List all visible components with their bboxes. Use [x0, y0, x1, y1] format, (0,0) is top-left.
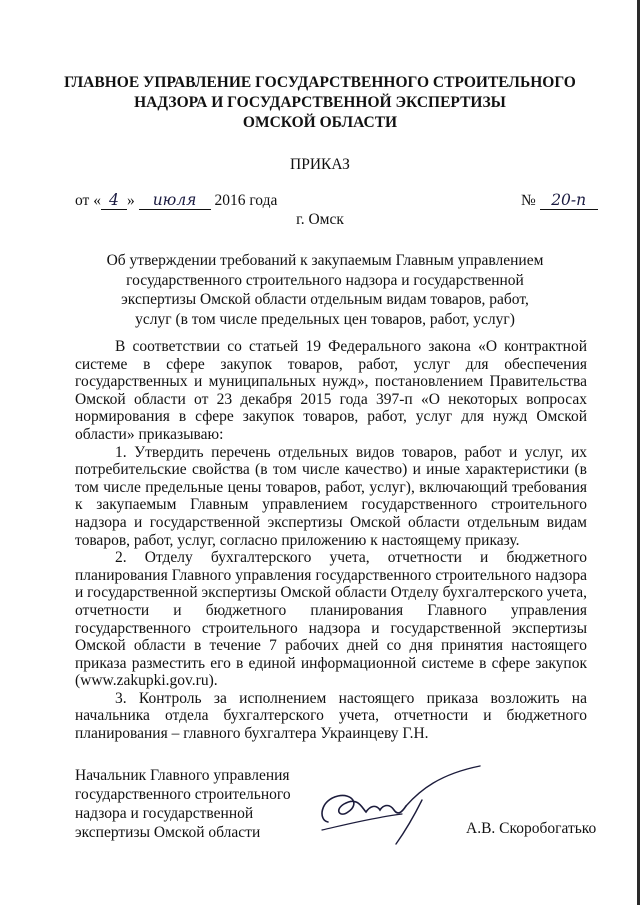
signatory-position: [75, 766, 291, 842]
subject-line-3: экспертизы Омской области отдельным видам товаров, работ,: [121, 291, 529, 308]
header-line-2: НАДЗОРА И ГОСУДАРСТВЕННОЙ ЭКСПЕРТИЗЫ: [134, 94, 506, 111]
date-suffix: 2016 года: [214, 192, 278, 209]
subject-line-1: Об утверждении требований к закупаемым Главным управлением: [106, 252, 544, 269]
signatory-line-2: государственного строительного: [75, 786, 291, 803]
preamble-paragraph: В соответствии со статьей 19 Федерального закона «О контрактной системе в сфере закупок товаров, работ, услуг для обеспечения государственных и муниципальных нужд», постановлением Правительства Омской области от 23 декабря 2015 года 397-п «О некоторых вопросах нормирования в сфере закупок товаров, работ, услуг для нужд Омской области» приказываю:: [75, 338, 587, 443]
header-line-1: ГЛАВНОЕ УПРАВЛЕНИЕ ГОСУДАРСТВЕННОГО СТРОИТЕЛЬНОГО: [64, 74, 576, 91]
document-number: [521, 191, 598, 210]
document-body: [75, 338, 587, 743]
subject-line-4: услуг (в том числе предельных цен товаров, работ, услуг): [135, 310, 515, 328]
signatory-line-3: надзора и государственной: [75, 805, 254, 822]
item-1-paragraph: 1. Утвердить перечень отдельных видов товаров, работ и услуг, их потребительские свойства (в том числе качество) и иные характеристики (в том числе предельные цены товаров, работ, услуг), включающий требования к закупаемым Главным управлением государственного строительного надзора и государственной экспертизы Омской области отдельным видам товаров, работ, услуг, согласно приложению к настоящему приказу.: [75, 443, 587, 549]
number-value-handwritten: 20-п: [540, 191, 598, 210]
organization-header: [0, 73, 640, 133]
header-line-3: ОМСКОЙ ОБЛАСТИ: [242, 114, 398, 131]
document-city: г. Омск: [296, 211, 344, 228]
date-day-handwritten: 4: [101, 191, 127, 210]
signatory-line-4: экспертизы Омской области: [75, 824, 261, 841]
document-subject: [90, 251, 560, 329]
date-prefix: от «: [75, 192, 101, 209]
number-label: №: [521, 192, 536, 209]
item-3-paragraph: 3. Контроль за исполнением настоящего приказа возложить на начальника отдела бухгалтерского учета, отчетности и бюджетного планирования – главного бухгалтера Украинцеву Г.Н.: [75, 689, 587, 743]
signer-name: А.В. Скоробогатько: [466, 820, 597, 837]
document-date: [75, 191, 277, 210]
subject-line-2: государственного строительного надзора и государственной: [126, 271, 524, 289]
document-title: ПРИКАЗ: [290, 156, 350, 173]
date-month-handwritten: июля: [139, 191, 211, 210]
signatory-line-1: Начальник Главного управления: [75, 767, 290, 784]
item-2-paragraph: 2. Отделу бухгалтерского учета, отчетности и бюджетного планирования Главного управления государственного строительного надзора и государственной экспертизы Омской области Отделу бухгалтерского учета, отчетности и бюджетного планирования Главного управления государственного строительного надзора и государственной экспертизы Омской области в течение 7 рабочих дней со дня принятия настоящего приказа разместить его в единой информационной системе в сфере закупок (www.zakupki.gov.ru).: [75, 549, 587, 690]
date-mid: »: [126, 192, 135, 209]
